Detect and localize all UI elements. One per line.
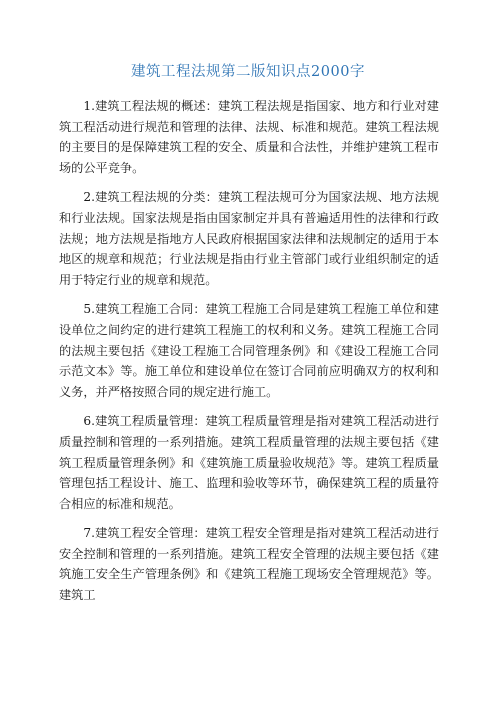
paragraph-quality-management: 6.建筑工程质量管理：建筑工程质量管理是指对建筑工程活动进行质量控制和管理的一系列措施。建筑工程质量管理的法规主要包括《建筑工程质量管理条例》和《建筑施工质量验收规范》等。建筑工程质量管理包括工程设计、施工、监理和验收等环节，确保建筑工程的质量符合相应的标准和规范。 — [59, 414, 439, 511]
paragraph-construction-contract: 5.建筑工程施工合同：建筑工程施工合同是建筑工程施工单位和建设单位之间约定的进行建筑工程施工的权利和义务。建筑工程施工合同的法规主要包括《建设工程施工合同管理条例》和《建设工程施工合同示范文本》等。施工单位和建设单位在签订合同前应明确双方的权利和义务，并严格按照合同的规定进行施工。 — [59, 302, 439, 399]
document-title: 建筑工程法规第二版知识点2000字 — [131, 64, 365, 80]
paragraph-overview: 1.建筑工程法规的概述：建筑工程法规是指国家、地方和行业对建筑工程活动进行规范和管理的法律、法规、标准和规范。建筑工程法规的主要目的是保障建筑工程的安全、质量和合法性，并维护建筑工程市场的公平竞争。 — [59, 99, 439, 175]
paragraph-safety-management: 7.建筑工程安全管理：建筑工程安全管理是指对建筑工程活动进行安全控制和管理的一系列措施。建筑工程安全管理的法规主要包括《建筑施工安全生产管理条例》和《建筑工程施工现场安全管理规范》等。建筑工 — [59, 526, 439, 603]
document-body — [59, 96, 439, 615]
paragraph-classification: 2.建筑工程法规的分类：建筑工程法规可分为国家法规、地方法规和行业法规。国家法规是指由国家制定并具有普遍适用性的法律和行政法规；地方法规是指地方人民政府根据国家法律和法规制定的适用于本地区的规章和规范；行业法规是指由行业主管部门或行业组织制定的适用于特定行业的规章和规范。 — [59, 190, 439, 287]
